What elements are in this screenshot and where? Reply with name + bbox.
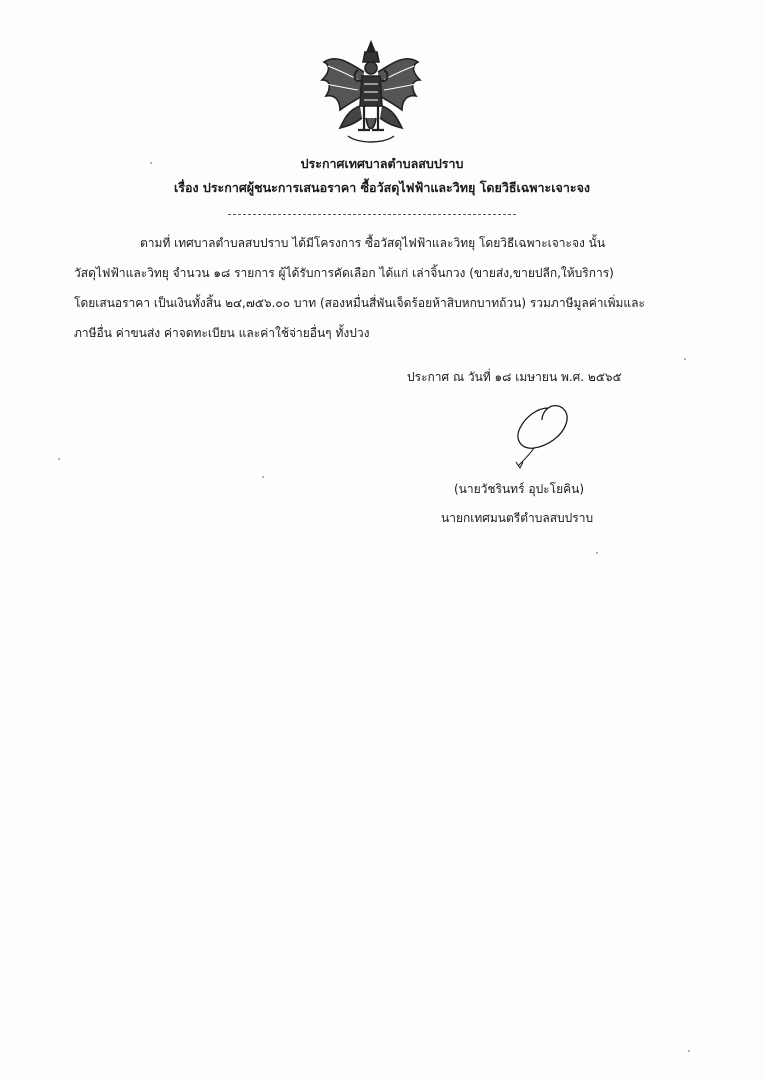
- scan-speck: [262, 476, 264, 478]
- announcement-subject: เรื่อง ประกาศผู้ชนะการเสนอราคา ซื้อวัสดุไฟฟ้าและวิทยุ โดยวิธีเฉพาะเจาะจง: [173, 180, 591, 195]
- scan-speck: [596, 552, 598, 554]
- divider: [228, 214, 516, 215]
- garuda-emblem-icon: [318, 40, 424, 148]
- signer-position: นายกเทศมนตรีตำบลสบปราบ: [441, 511, 594, 525]
- scan-speck: [684, 358, 686, 360]
- body-line-3: โดยเสนอราคา เป็นเงินทั้งสิ้น ๒๔,๗๕๖.๐๐ บาท (สองหมื่นสี่พันเจ็ดร้อยห้าสิบหกบาทถ้วน) รวมภาษีมูลค่าเพิ่มและ: [74, 296, 645, 310]
- signature-mark: [508, 400, 574, 470]
- scan-speck: [58, 458, 60, 460]
- announcement-issuer: ประกาศเทศบาลตำบลสบปราบ: [300, 156, 464, 171]
- body-line-4: ภาษีอื่น ค่าขนส่ง ค่าจดทะเบียน และค่าใช้จ่ายอื่นๆ ทั้งปวง: [74, 326, 370, 340]
- signer-name: (นายวัชรินทร์ อุปะโยคิน): [454, 482, 585, 496]
- body-line-2: วัสดุไฟฟ้าและวิทยุ จำนวน ๑๘ รายการ ผู้ได้รับการคัดเลือก ได้แก่ เล่าจิ้นกวง (ขายส่ง,ขายปลีก,ให้บริการ): [74, 266, 614, 280]
- scan-speck: [150, 162, 152, 164]
- scan-speck: [688, 1050, 690, 1052]
- announcement-date: ประกาศ ณ วันที่ ๑๘ เมษายน พ.ศ. ๒๕๖๕: [407, 370, 622, 384]
- body-line-1: ตามที่ เทศบาลตำบลสบปราบ ได้มีโครงการ ซื้อวัสดุไฟฟ้าและวิทยุ โดยวิธีเฉพาะเจาะจง นั้น: [140, 236, 606, 250]
